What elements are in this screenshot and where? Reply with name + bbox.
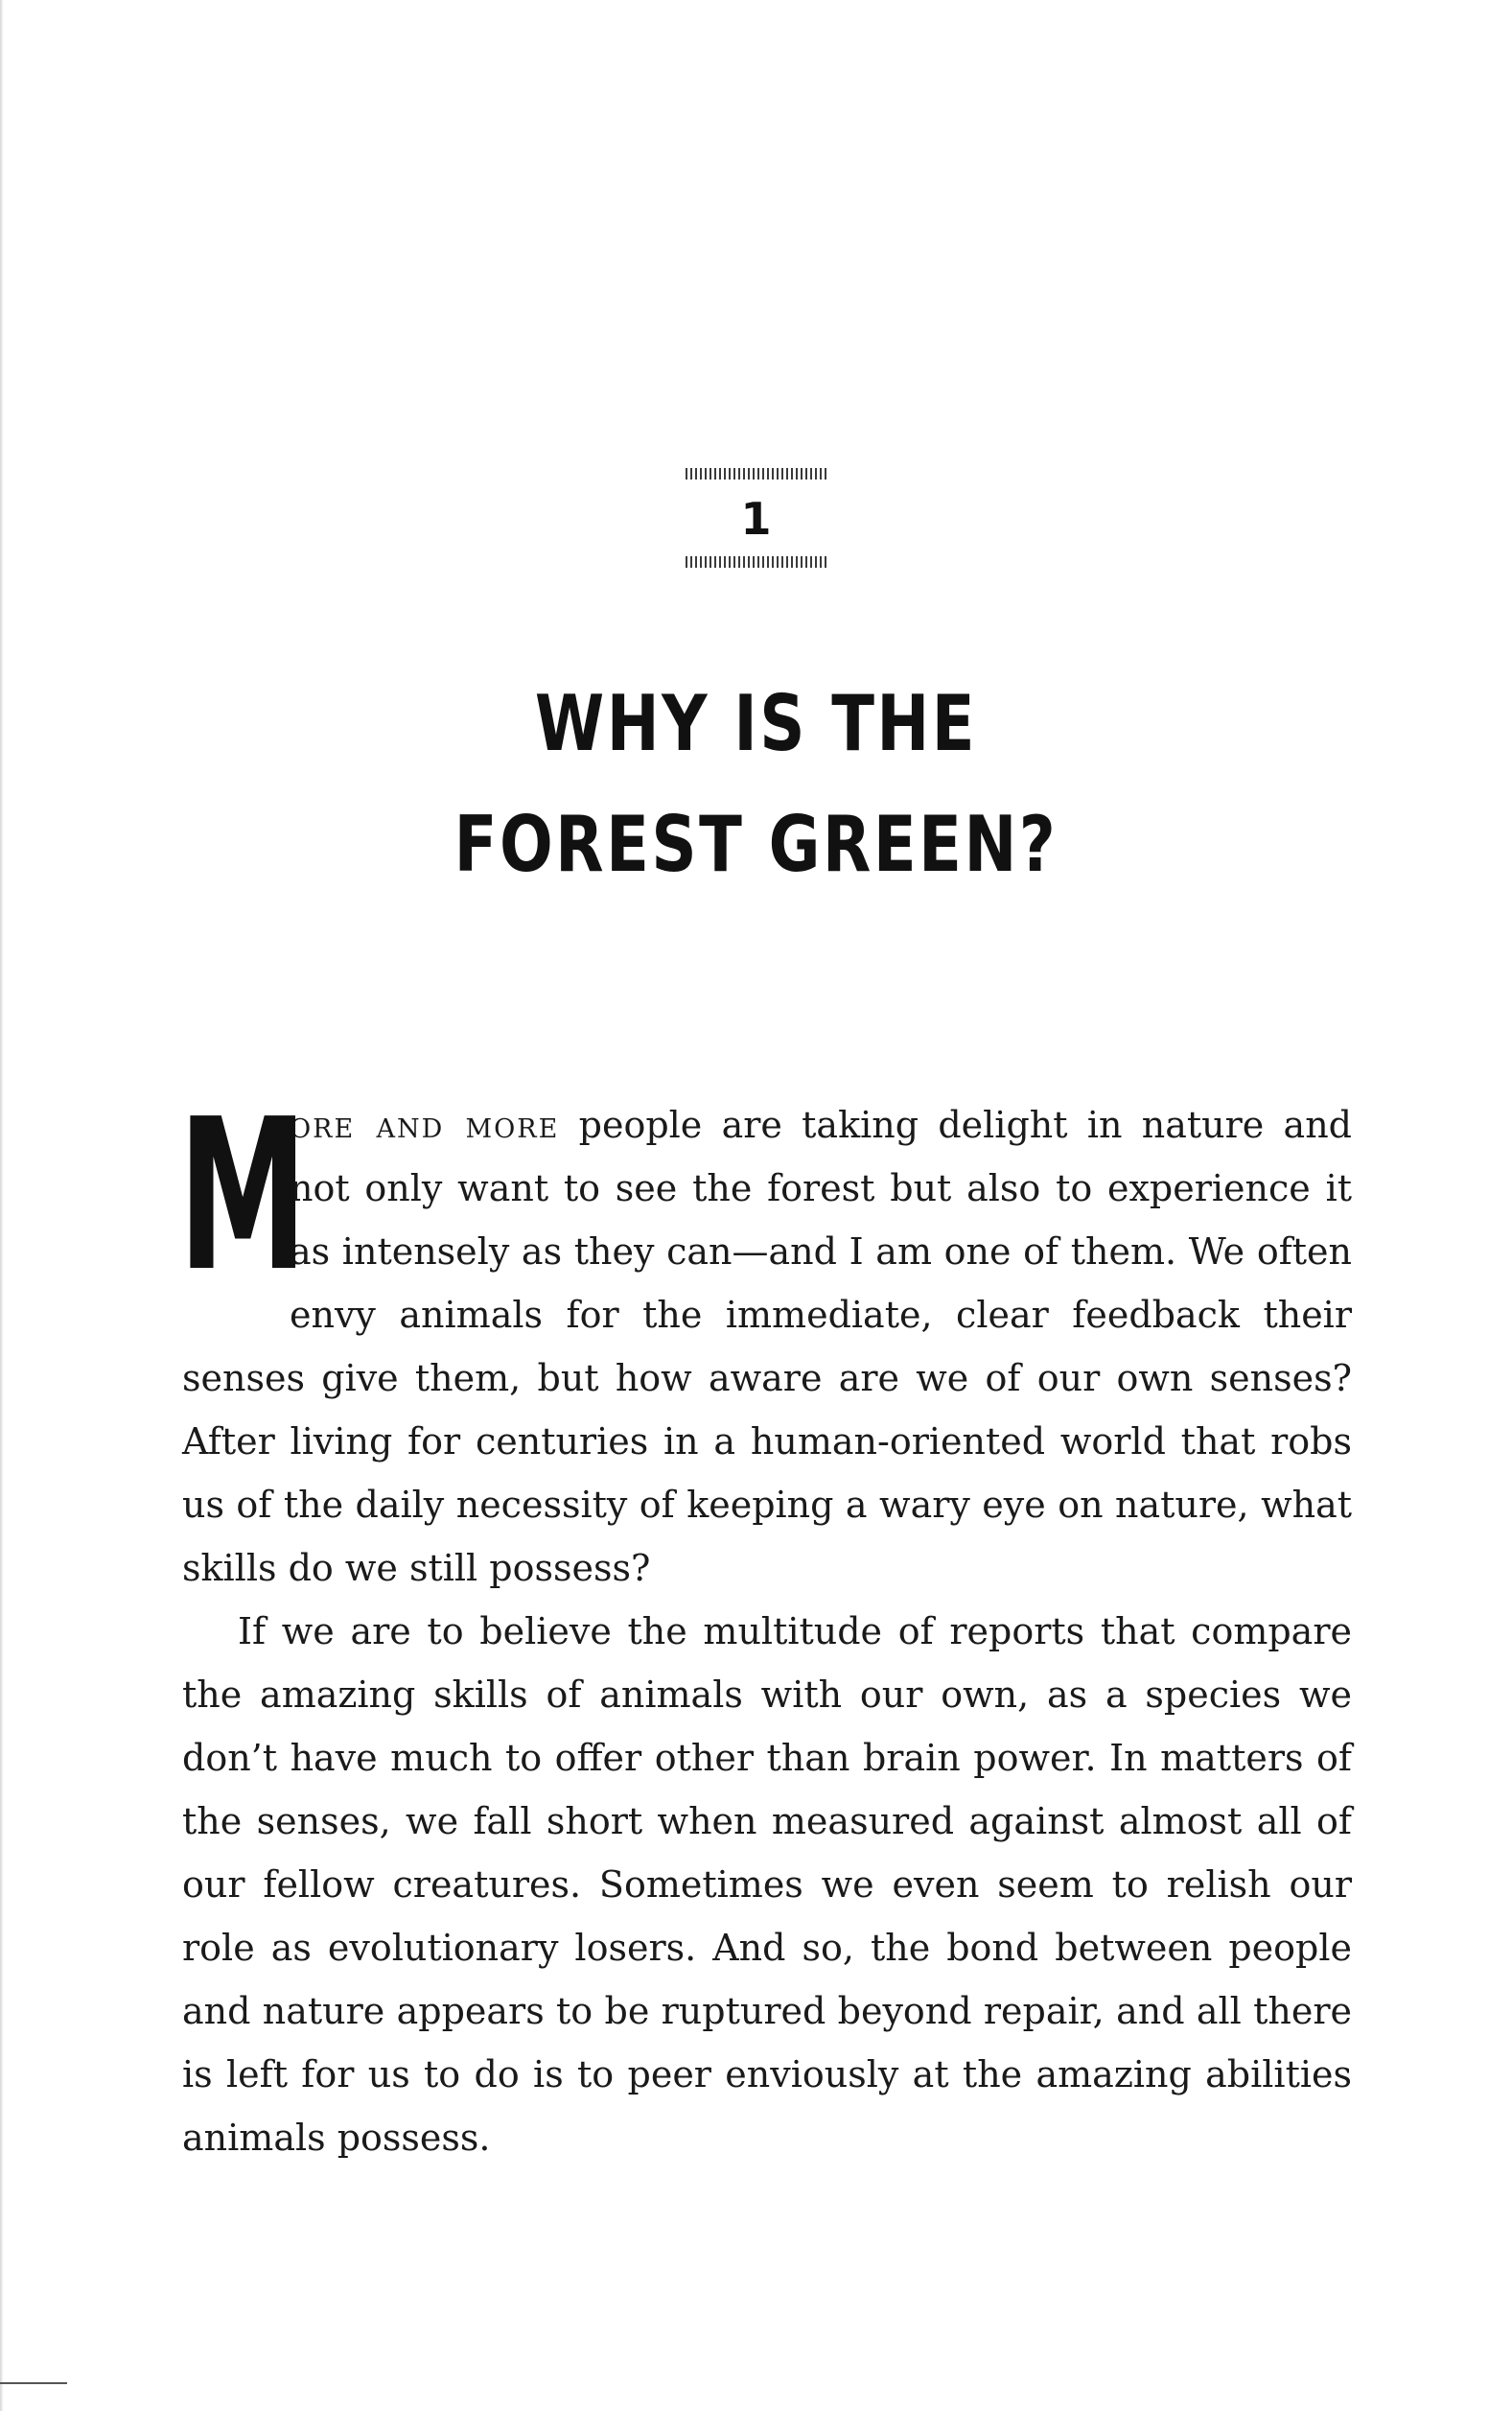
chapter-number: 1 (740, 493, 772, 545)
paragraph-1 (178, 1075, 1352, 1600)
page-edge-mark (0, 2382, 67, 2384)
paragraph-1-text: people are taking delight in nature and not only want to see the forest but also to experience it as intensely as they can—and I am one of them. We often envy animals for the immediate, clear feedback their senses give them, but how aware are we of our own senses? After living for centuries in a human-oriented world that robs us of the daily necessity of keeping a wary eye on nature, what skills do we still possess? (182, 1104, 1352, 1589)
body-text (178, 1075, 1352, 2169)
ornament-rule-top (686, 468, 827, 480)
lead-in-small-caps: ore and more (290, 1104, 560, 1146)
drop-cap: M (178, 1075, 308, 1318)
ornament-rule-bottom (686, 556, 827, 568)
chapter-title-line-1: WHY IS THE (534, 679, 978, 768)
chapter-heading-block (0, 468, 1512, 568)
chapter-title-line-2: FOREST GREEN? (454, 800, 1058, 889)
page-edge (0, 0, 3, 2411)
paragraph-2: If we are to believe the multitude of reports that compare the amazing skills of animals with our own, as a species we don’t have much to offer other than brain power. In matters of the senses, we fall short when measured against almost all of our fellow creatures. Sometimes we even seem to relish our role as evolutionary losers. And so, the bond between people and nature appears to be ruptured beyond repair, and all there is left for us to do is to peer enviously at the amazing abilities animals possess. (182, 1610, 1352, 2159)
chapter-title (136, 664, 1376, 905)
